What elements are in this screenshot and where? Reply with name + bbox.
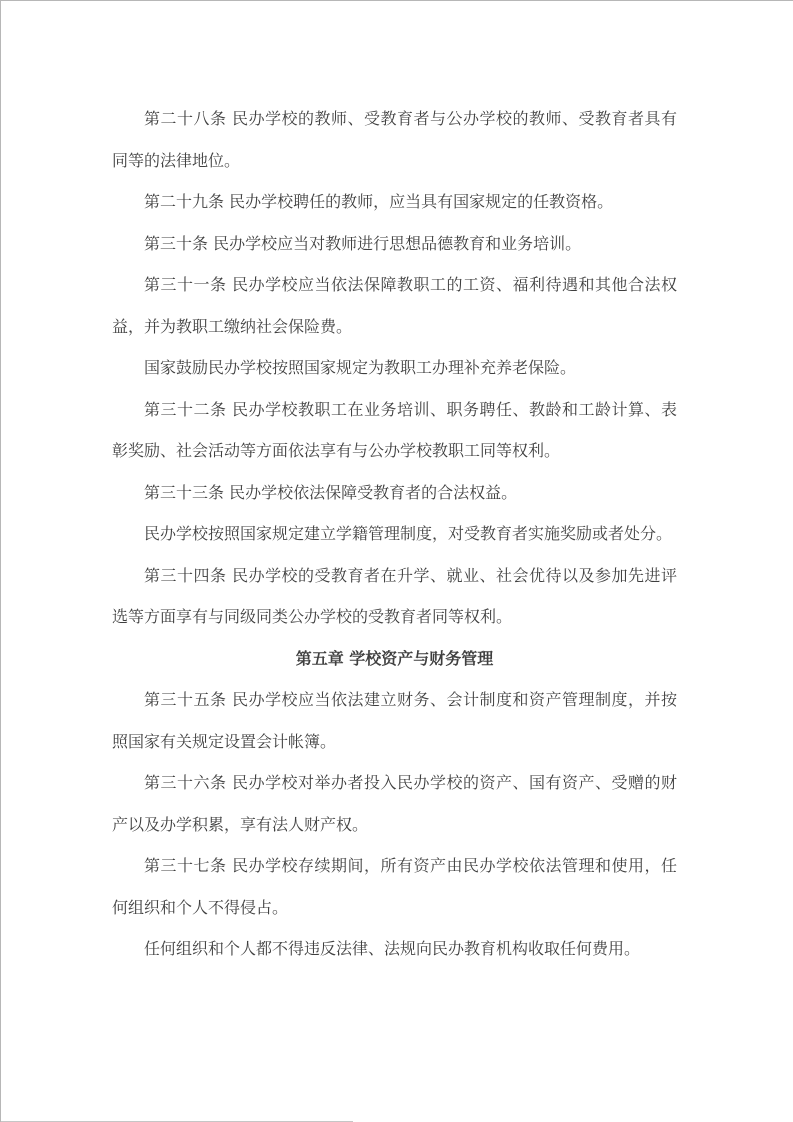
paragraph-article-29: 第二十九条 民办学校聘任的教师，应当具有国家规定的任教资格。 xyxy=(144,192,614,211)
paragraph-article-35: 第三十五条 民办学校应当依法建立财务、会计制度和资产管理制度，并按照国家有关规定设置会计帐簿。 xyxy=(112,690,677,751)
paragraph-article-28: 第二十八条 民办学校的教师、受教育者与公办学校的教师、受教育者具有同等的法律地位。 xyxy=(112,109,677,170)
paragraph-article-36: 第三十六条 民办学校对举办者投入民办学校的资产、国有资产、受赠的财产以及办学积累，享有法人财产权。 xyxy=(112,773,677,834)
chapter-heading: 第五章 学校资产与财务管理 xyxy=(295,648,494,668)
paragraph-article-34: 第三十四条 民办学校的受教育者在升学、就业、社会优待以及参加先进评选等方面享有与同级同类公办学校的受教育者同等权利。 xyxy=(112,565,677,626)
paragraph-article-37: 第三十七条 民办学校存续期间，所有资产由民办学校依法管理和使用，任何组织和个人不得侵占。 xyxy=(112,856,677,917)
paragraph-article-30: 第三十条 民办学校应当对教师进行思想品德教育和业务培训。 xyxy=(144,233,582,253)
paragraph-article-32: 第三十二条 民办学校教职工在业务培训、职务聘任、教龄和工龄计算、表彰奖励、社会活动等方面依法享有与公办学校教职工同等权利。 xyxy=(112,399,677,460)
paragraph-article-31: 第三十一条 民办学校应当依法保障教职工的工资、福利待遇和其他合法权益，并为教职工缴纳社会保险费。 xyxy=(112,275,677,336)
paragraph-article-37-cont: 任何组织和个人都不得违反法律、法规向民办教育机构收取任何费用。 xyxy=(144,939,641,958)
document-body xyxy=(1,1,793,970)
paragraph-article-33: 第三十三条 民办学校依法保障受教育者的合法权益。 xyxy=(144,482,518,502)
paragraph-article-33-cont: 民办学校按照国家规定建立学籍管理制度，对受教育者实施奖励或者处分。 xyxy=(144,524,673,543)
paragraph-article-31-cont: 国家鼓励民办学校按照国家规定为教职工办理补充养老保险。 xyxy=(144,358,577,377)
